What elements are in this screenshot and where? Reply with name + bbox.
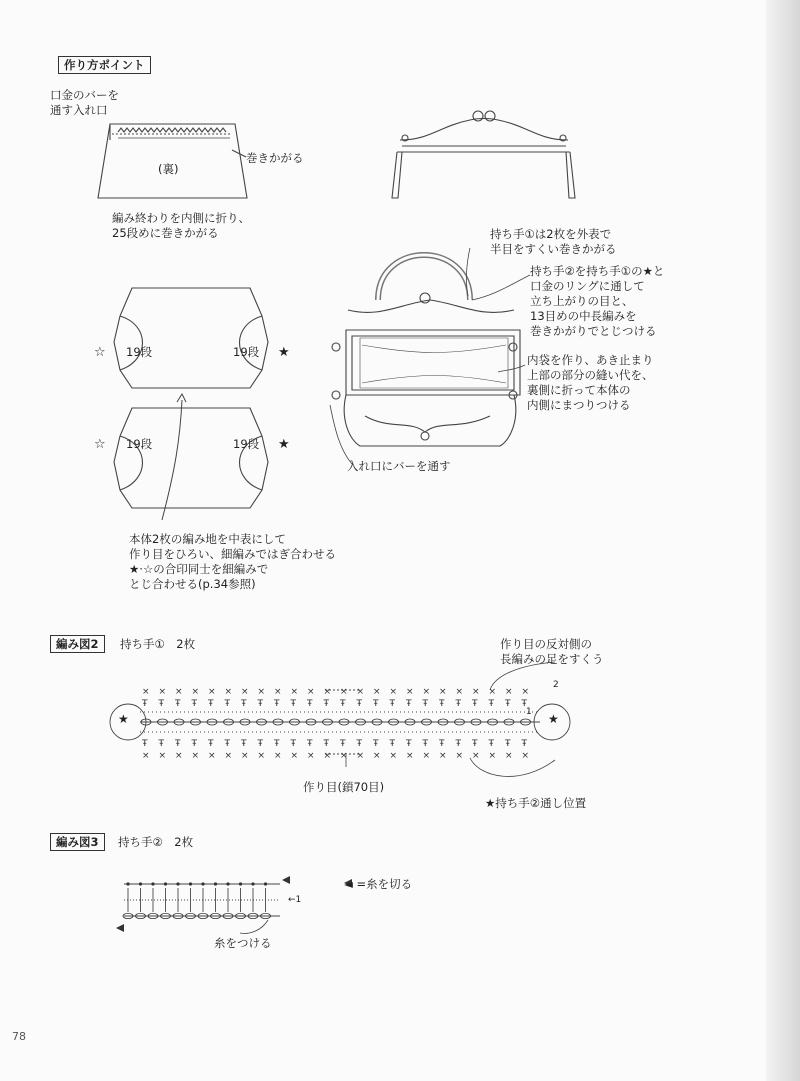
stitch-dot — [176, 882, 179, 885]
stitch-symbol: × — [290, 687, 299, 697]
stitch-symbol: Ŧ — [323, 699, 329, 709]
handle2-note: 持ち手②を持ち手①の★と 口金のリングに通して 立ち上がりの目と、 13目めの中長編みを 巻きかがりでとじつける — [530, 264, 665, 338]
stitch-symbol: × — [257, 751, 266, 761]
stitch-symbol: × — [175, 687, 183, 697]
stitch-dot — [151, 882, 154, 885]
stitch-symbol: Ŧ — [455, 699, 461, 709]
black-star-icon: ★ — [278, 437, 290, 452]
stitch-dot — [189, 882, 192, 885]
inlet-label: 口金のバーを 通す入れ口 — [50, 88, 119, 117]
whip-label: 巻きかがる — [246, 151, 304, 165]
stitch-symbol: × — [323, 687, 332, 697]
join-note: 本体2枚の編み地を中表にして 作り目をひろい、細編みではぎ合わせる ★·☆の合印同士を細編みで とじ合わせる(p.34参照) — [129, 532, 336, 591]
stitch-symbol: Ŧ — [142, 699, 148, 709]
stitch-symbol: Ŧ — [340, 739, 346, 749]
row19-label: 19段 — [126, 437, 153, 451]
section-title: 作り方ポイント — [58, 56, 151, 74]
stitch-symbol: × — [488, 687, 497, 697]
diagram2-title: 編み図2 — [50, 635, 105, 653]
stitch-symbol: × — [373, 751, 381, 761]
stitch-symbol: × — [439, 751, 447, 761]
stitch-symbol: Ŧ — [208, 739, 214, 749]
stitch-symbol: × — [406, 751, 414, 761]
stitch-symbol: × — [472, 687, 480, 697]
white-star-icon: ☆ — [94, 345, 106, 360]
stitch-symbol: Ŧ — [389, 739, 395, 749]
diagram2-subtitle: 持ち手① 2枚 — [120, 637, 196, 651]
stitch-symbol: × — [323, 751, 332, 761]
page-number: 78 — [12, 1030, 26, 1043]
stitch-symbol: Ŧ — [521, 699, 527, 709]
stitch-symbol: × — [175, 751, 183, 761]
lining-note: 内袋を作り、あき止まり 上部の部分の縫い代を、 裏側に折って本体の 内側にまつりつける — [527, 353, 654, 412]
diagram3-title: 編み図3 — [50, 833, 105, 851]
stitch-dot — [214, 882, 217, 885]
stitch-symbol: × — [274, 687, 282, 697]
stitch-symbol: Ŧ — [290, 699, 296, 709]
stitch-symbol: Ŧ — [274, 699, 280, 709]
stitch-symbol: Ŧ — [274, 739, 280, 749]
stitch-symbol: Ŧ — [422, 699, 428, 709]
stitch-symbol: Ŧ — [356, 739, 362, 749]
stitch-symbol: Ŧ — [257, 739, 263, 749]
stitch-symbol: Ŧ — [439, 699, 445, 709]
stitch-symbol: × — [241, 687, 249, 697]
folded-body-sketch — [98, 124, 247, 198]
stitch-symbol: Ŧ — [406, 699, 412, 709]
stitch-symbol: Ŧ — [439, 739, 445, 749]
stitch-symbol: Ŧ — [257, 699, 263, 709]
row-mark: ←1 — [288, 895, 302, 905]
stitch-symbol: Ŧ — [472, 739, 478, 749]
stitch-symbol: × — [290, 751, 299, 761]
stitch-symbol: Ŧ — [323, 739, 329, 749]
stitch-symbol: Ŧ — [505, 699, 511, 709]
stitch-symbol: Ŧ — [175, 739, 181, 749]
star-note: ★持ち手②通し位置 — [485, 796, 587, 810]
stitch-symbol: Ŧ — [505, 739, 511, 749]
stitch-symbol: × — [389, 687, 398, 697]
stitch-symbol: Ŧ — [224, 739, 230, 749]
stitch-symbol: × — [521, 751, 530, 761]
stitch-symbol: × — [406, 687, 414, 697]
stitch-symbol: Ŧ — [175, 699, 181, 709]
stitch-symbol: Ŧ — [373, 739, 379, 749]
stitch-symbol: × — [158, 751, 167, 761]
stitch-symbol: × — [142, 687, 150, 697]
stitch-symbol: × — [224, 687, 233, 697]
stitch-symbol: × — [340, 687, 348, 697]
chain-note: 作り目(鎖70目) — [303, 780, 385, 794]
stitch-symbol: × — [505, 751, 513, 761]
stitch-dot — [201, 882, 204, 885]
stitch-symbol: × — [455, 751, 464, 761]
black-star-icon: ★ — [278, 345, 290, 360]
stitch-symbol: Ŧ — [422, 739, 428, 749]
stitch-symbol: Ŧ — [373, 699, 379, 709]
stitch-symbol: × — [208, 687, 216, 697]
stitch-symbol: × — [241, 751, 249, 761]
stitch-symbol: × — [488, 751, 497, 761]
stitch-symbol: × — [373, 687, 381, 697]
stitch-symbol: Ŧ — [208, 699, 214, 709]
stitch-symbol: Ŧ — [191, 699, 197, 709]
stitch-symbol: × — [142, 751, 150, 761]
handle1-note: 持ち手①は2枚を外表で 半目をすくい巻きかがる — [490, 227, 617, 256]
whipstitch-line — [118, 128, 226, 132]
stitch-symbol: × — [439, 687, 447, 697]
stitch-symbol: Ŧ — [406, 739, 412, 749]
stitch-symbol: Ŧ — [455, 739, 461, 749]
stitch-symbol: × — [257, 687, 266, 697]
stitch-symbol: Ŧ — [340, 699, 346, 709]
stitch-symbol: × — [356, 751, 365, 761]
row-mark: 2 — [553, 680, 559, 690]
stitch-symbol: Ŧ — [521, 739, 527, 749]
stitch-symbol: × — [307, 687, 315, 697]
black-star-icon: ★ — [118, 712, 129, 726]
stitch-dot — [239, 882, 242, 885]
stitch-symbol: × — [274, 751, 282, 761]
stitch-dot — [226, 882, 229, 885]
stitch-symbol: Ŧ — [488, 699, 494, 709]
handle2-crochet-chart — [124, 884, 280, 933]
row19-label: 19段 — [233, 345, 260, 359]
stitch-symbol: × — [191, 751, 200, 761]
stitch-dot — [139, 882, 142, 885]
body-piece-upper — [114, 288, 268, 388]
stitch-symbol: Ŧ — [307, 739, 313, 749]
stitch-symbol: Ŧ — [356, 699, 362, 709]
cut-legend: ◄ =糸を切る — [344, 877, 413, 891]
stitch-symbol: × — [521, 687, 530, 697]
body-piece-lower — [114, 408, 268, 508]
stitch-symbol: Ŧ — [389, 699, 395, 709]
stitch-symbol: Ŧ — [488, 739, 494, 749]
stitch-symbol: × — [224, 751, 233, 761]
stitch-symbol: Ŧ — [224, 699, 230, 709]
stitch-dot — [251, 882, 254, 885]
stitch-symbol: × — [340, 751, 348, 761]
fold-note: 編み終わりを内側に折り、 25段めに巻きかがる — [112, 211, 250, 240]
row19-label: 19段 — [126, 345, 153, 359]
back-label: (裏) — [158, 162, 179, 176]
stitch-symbol: Ŧ — [472, 699, 478, 709]
stitch-symbol: Ŧ — [307, 699, 313, 709]
purse-frame-sketch — [392, 111, 575, 198]
stitch-symbol: × — [455, 687, 464, 697]
stitch-symbol: Ŧ — [290, 739, 296, 749]
black-star-icon: ★ — [548, 712, 559, 726]
stitch-symbol: × — [158, 687, 167, 697]
stitch-symbol: Ŧ — [142, 739, 148, 749]
stitch-symbol: Ŧ — [158, 739, 164, 749]
stitch-symbol: × — [307, 751, 315, 761]
stitch-symbol: × — [356, 687, 365, 697]
attach-note: 糸をつける — [214, 936, 272, 950]
stitch-symbol: Ŧ — [191, 739, 197, 749]
stitch-symbol: × — [472, 751, 480, 761]
white-star-icon: ☆ — [94, 437, 106, 452]
row19-label: 19段 — [233, 437, 260, 451]
stitch-symbol: × — [422, 751, 431, 761]
opposite-note: 作り目の反対側の 長編みの足をすくう — [500, 637, 604, 666]
stitch-symbol: Ŧ — [241, 739, 247, 749]
stitch-symbol: Ŧ — [241, 699, 247, 709]
stitch-dot — [126, 882, 129, 885]
stitch-symbol: × — [505, 687, 513, 697]
bar-note: 入れ口にバーを通す — [347, 459, 451, 473]
stitch-symbol: × — [208, 751, 216, 761]
stitch-symbol: × — [422, 687, 431, 697]
stitch-symbol: × — [389, 751, 398, 761]
stitch-symbol: × — [191, 687, 200, 697]
row-mark: 1 — [526, 707, 532, 717]
diagram3-subtitle: 持ち手② 2枚 — [118, 835, 194, 849]
stitch-dot — [164, 882, 167, 885]
stitch-symbol: Ŧ — [158, 699, 164, 709]
finished-bag-sketch — [332, 255, 520, 446]
stitch-dot — [264, 882, 267, 885]
